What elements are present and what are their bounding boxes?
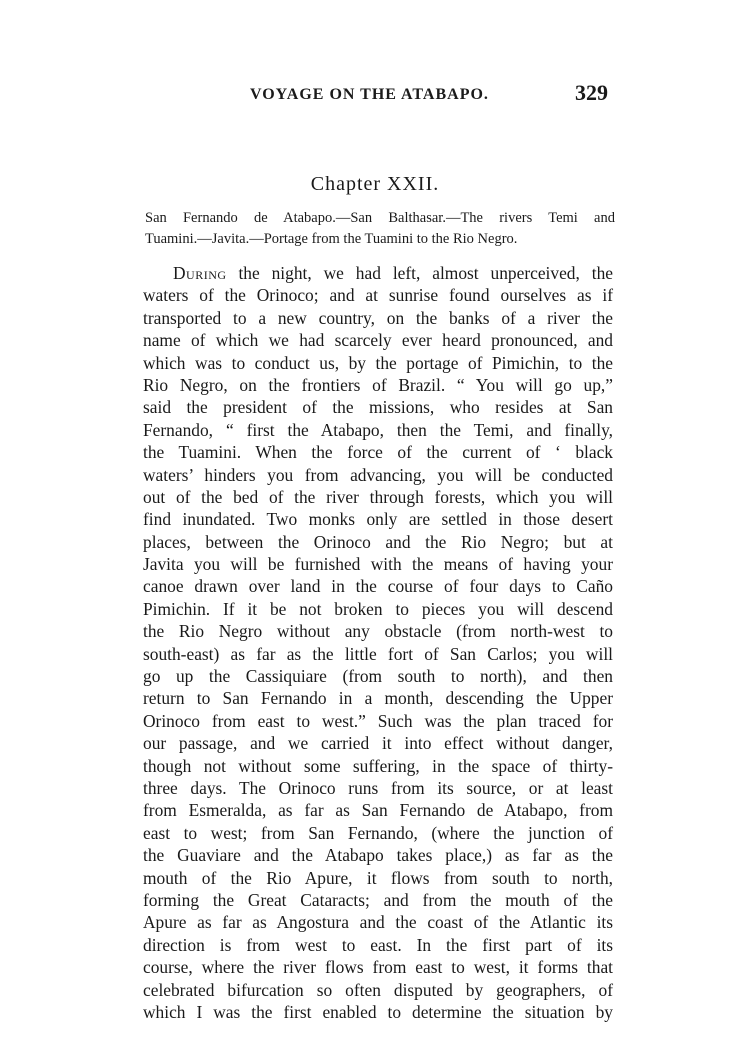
- paragraph-line: though not without some suffering, in the space of thirty-: [143, 755, 613, 776]
- paragraph-line: Javita you will be furnished with the means of having your: [143, 554, 613, 575]
- paragraph-line: south-east) as far as the little fort of San Carlos; you will: [143, 643, 613, 664]
- paragraph-line: name of which we had scarcely ever heard pronounced, and: [143, 330, 613, 351]
- opening-word: During: [173, 263, 227, 283]
- paragraph-line: Apure as far as Angostura and the coast of the Atlantic its: [143, 912, 613, 933]
- paragraph-line: from Esmeralda, as far as San Fernando de Atabapo, from: [143, 800, 613, 821]
- paragraph-line: course, where the river flows from east to west, it forms that: [143, 957, 613, 978]
- paragraph-line: transported to a new country, on the banks of a river the: [143, 307, 613, 328]
- paragraph-line: direction is from west to east. In the first part of its: [143, 934, 613, 955]
- paragraph-line: canoe drawn over land in the course of four days to Caño: [143, 576, 613, 597]
- paragraph-line: which was to conduct us, by the portage of Pimichin, to the: [143, 352, 613, 373]
- paragraph-line: out of the bed of the river through forests, which you will: [143, 486, 613, 507]
- paragraph-line: the Tuamini. When the force of the current of ‘ black: [143, 442, 613, 463]
- paragraph-line: mouth of the Rio Apure, it flows from south to north,: [143, 867, 613, 888]
- paragraph-line: our passage, and we carried it into effect without danger,: [143, 733, 613, 754]
- paragraph-line: which I was the first enabled to determine the situation by: [143, 1001, 613, 1022]
- paragraph-line: places, between the Orinoco and the Rio Negro; but at: [143, 531, 613, 552]
- chapter-title: Chapter XXII.: [310, 173, 440, 195]
- paragraph-line: find inundated. Two monks only are settled in those desert: [143, 509, 613, 530]
- paragraph-line: return to San Fernando in a month, descending the Upper: [143, 688, 613, 709]
- paragraph-line: waters of the Orinoco; and at sunrise found ourselves as if: [143, 285, 613, 306]
- paragraph-line: go up the Cassiquiare (from south to north), and then: [143, 666, 613, 687]
- paragraph-line: Pimichin. If it be not broken to pieces you will descend: [143, 598, 613, 619]
- paragraph-line: waters’ hinders you from advancing, you will be conducted: [143, 464, 613, 485]
- paragraph-line: Fernando, “ first the Atabapo, then the Temi, and finally,: [143, 419, 613, 440]
- paragraph-line: said the president of the missions, who resides at San: [143, 397, 613, 418]
- page-number: 329: [575, 80, 608, 105]
- running-head: VOYAGE ON THE ATABAPO.: [250, 86, 489, 103]
- paragraph-line: celebrated bifurcation so often disputed by geographers, of: [143, 979, 613, 1000]
- synopsis-line: Tuamini.—Javita.—Portage from the Tuamini to the Rio Negro.: [145, 231, 518, 247]
- paragraph-line: Rio Negro, on the frontiers of Brazil. “ You will go up,”: [143, 374, 613, 395]
- paragraph-line: three days. The Orinoco runs from its source, or at least: [143, 777, 613, 798]
- paragraph-line: During the night, we had left, almost unperceived, the: [173, 263, 613, 283]
- paragraph-line: Orinoco from east to west.” Such was the plan traced for: [143, 710, 613, 731]
- paragraph-line: east to west; from San Fernando, (where the junction of: [143, 822, 613, 843]
- synopsis-line: San Fernando de Atabapo.—San Balthasar.—The rivers Temi and: [145, 210, 615, 226]
- paragraph-line: the Guaviare and the Atabapo takes place,) as far as the: [143, 845, 613, 866]
- chapter-synopsis: [145, 208, 615, 250]
- paragraph-line: the Rio Negro without any obstacle (from north-west to: [143, 621, 613, 642]
- paragraph-line: forming the Great Cataracts; and from the mouth of the: [143, 889, 613, 910]
- body-paragraph: [143, 262, 613, 1023]
